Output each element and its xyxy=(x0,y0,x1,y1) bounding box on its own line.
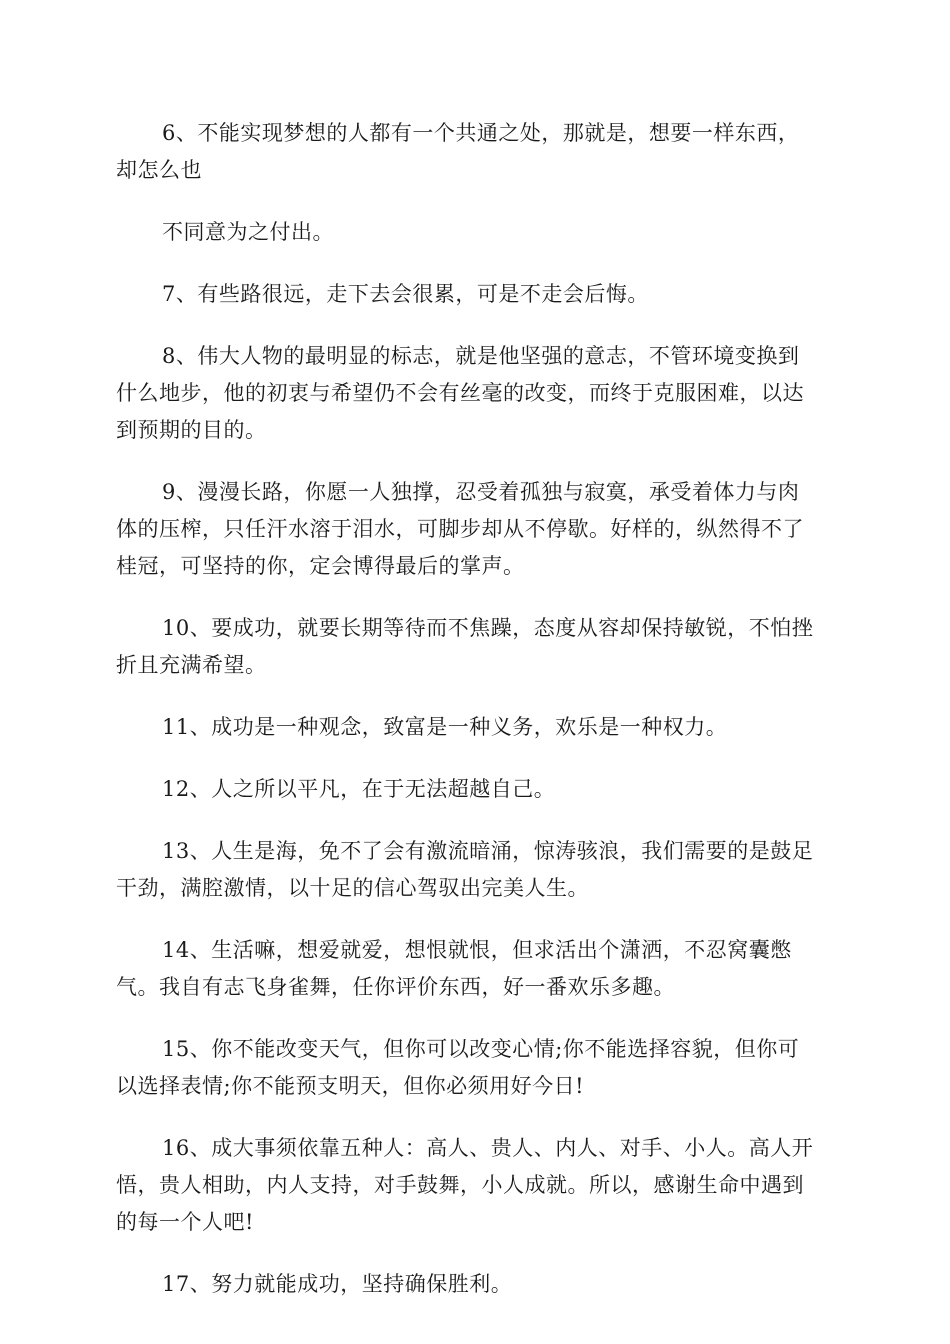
paragraph-line: 到预期的目的。 xyxy=(116,418,267,442)
paragraph-line: 8、伟大人物的最明显的标志，就是他坚强的意志，不管环境变换到 xyxy=(162,344,800,368)
paragraph-line: 17、努力就能成功，坚持确保胜利。 xyxy=(162,1272,513,1296)
paragraph-line: 体的压榨，只任汗水溶于泪水，可脚步却从不停歇。好样的，纵然得不了 xyxy=(116,517,804,541)
paragraph-line: 14、生活嘛，想爱就爱，想恨就恨，但求活出个潇洒，不忍窝囊憋 xyxy=(162,938,792,962)
paragraph-line: 什么地步，他的初衷与希望仍不会有丝毫的改变，而终于克服困难，以达 xyxy=(116,381,804,405)
paragraph xyxy=(116,932,836,1006)
paragraph xyxy=(116,474,836,585)
paragraph-line: 折且充满希望。 xyxy=(116,653,267,677)
paragraph xyxy=(116,833,836,907)
paragraph-line: 气。我自有志飞身雀舞，任你评价东西，好一番欢乐多趣。 xyxy=(116,975,675,999)
paragraph-line: 7、有些路很远，走下去会很累，可是不走会后悔。 xyxy=(162,282,649,306)
paragraph xyxy=(116,1266,836,1303)
paragraph xyxy=(116,709,836,746)
paragraph xyxy=(116,338,836,449)
paragraph xyxy=(116,276,836,313)
paragraph-line: 的每一个人吧! xyxy=(116,1210,254,1234)
paragraph xyxy=(116,214,836,251)
paragraph xyxy=(116,610,836,684)
paragraph-line: 9、漫漫长路，你愿一人独撑，忍受着孤独与寂寞，承受着体力与肉 xyxy=(162,480,800,504)
paragraph-line: 15、你不能改变天气，但你可以改变心情;你不能选择容貌，但你可 xyxy=(162,1037,800,1061)
paragraph-line: 悟，贵人相助，内人支持，对手鼓舞，小人成就。所以，感谢生命中遇到 xyxy=(116,1173,804,1197)
paragraph-line: 11、成功是一种观念，致富是一种义务，欢乐是一种权力。 xyxy=(162,715,728,739)
paragraph-line: 12、人之所以平凡，在于无法超越自己。 xyxy=(162,777,556,801)
paragraph xyxy=(116,115,836,189)
paragraph-line: 桂冠，可坚持的你，定会博得最后的掌声。 xyxy=(116,554,525,578)
paragraph xyxy=(116,771,836,808)
paragraph-line: 10、要成功，就要长期等待而不焦躁，态度从容却保持敏锐，不怕挫 xyxy=(162,616,814,640)
paragraph xyxy=(116,1130,836,1241)
document-body xyxy=(116,115,836,1328)
paragraph-line: 以选择表情;你不能预支明天，但你必须用好今日! xyxy=(116,1074,585,1098)
paragraph xyxy=(116,1031,836,1105)
paragraph-line: 不同意为之付出。 xyxy=(162,220,334,244)
paragraph-line: 却怎么也 xyxy=(116,158,202,182)
paragraph-line: 16、成大事须依靠五种人：高人、贵人、内人、对手、小人。高人开 xyxy=(162,1136,814,1160)
paragraph-line: 6、不能实现梦想的人都有一个共通之处，那就是，想要一样东西， xyxy=(162,121,800,145)
paragraph-line: 干劲，满腔激情，以十足的信心驾驭出完美人生。 xyxy=(116,876,589,900)
paragraph-line: 13、人生是海，免不了会有激流暗涌，惊涛骇浪，我们需要的是鼓足 xyxy=(162,839,814,863)
